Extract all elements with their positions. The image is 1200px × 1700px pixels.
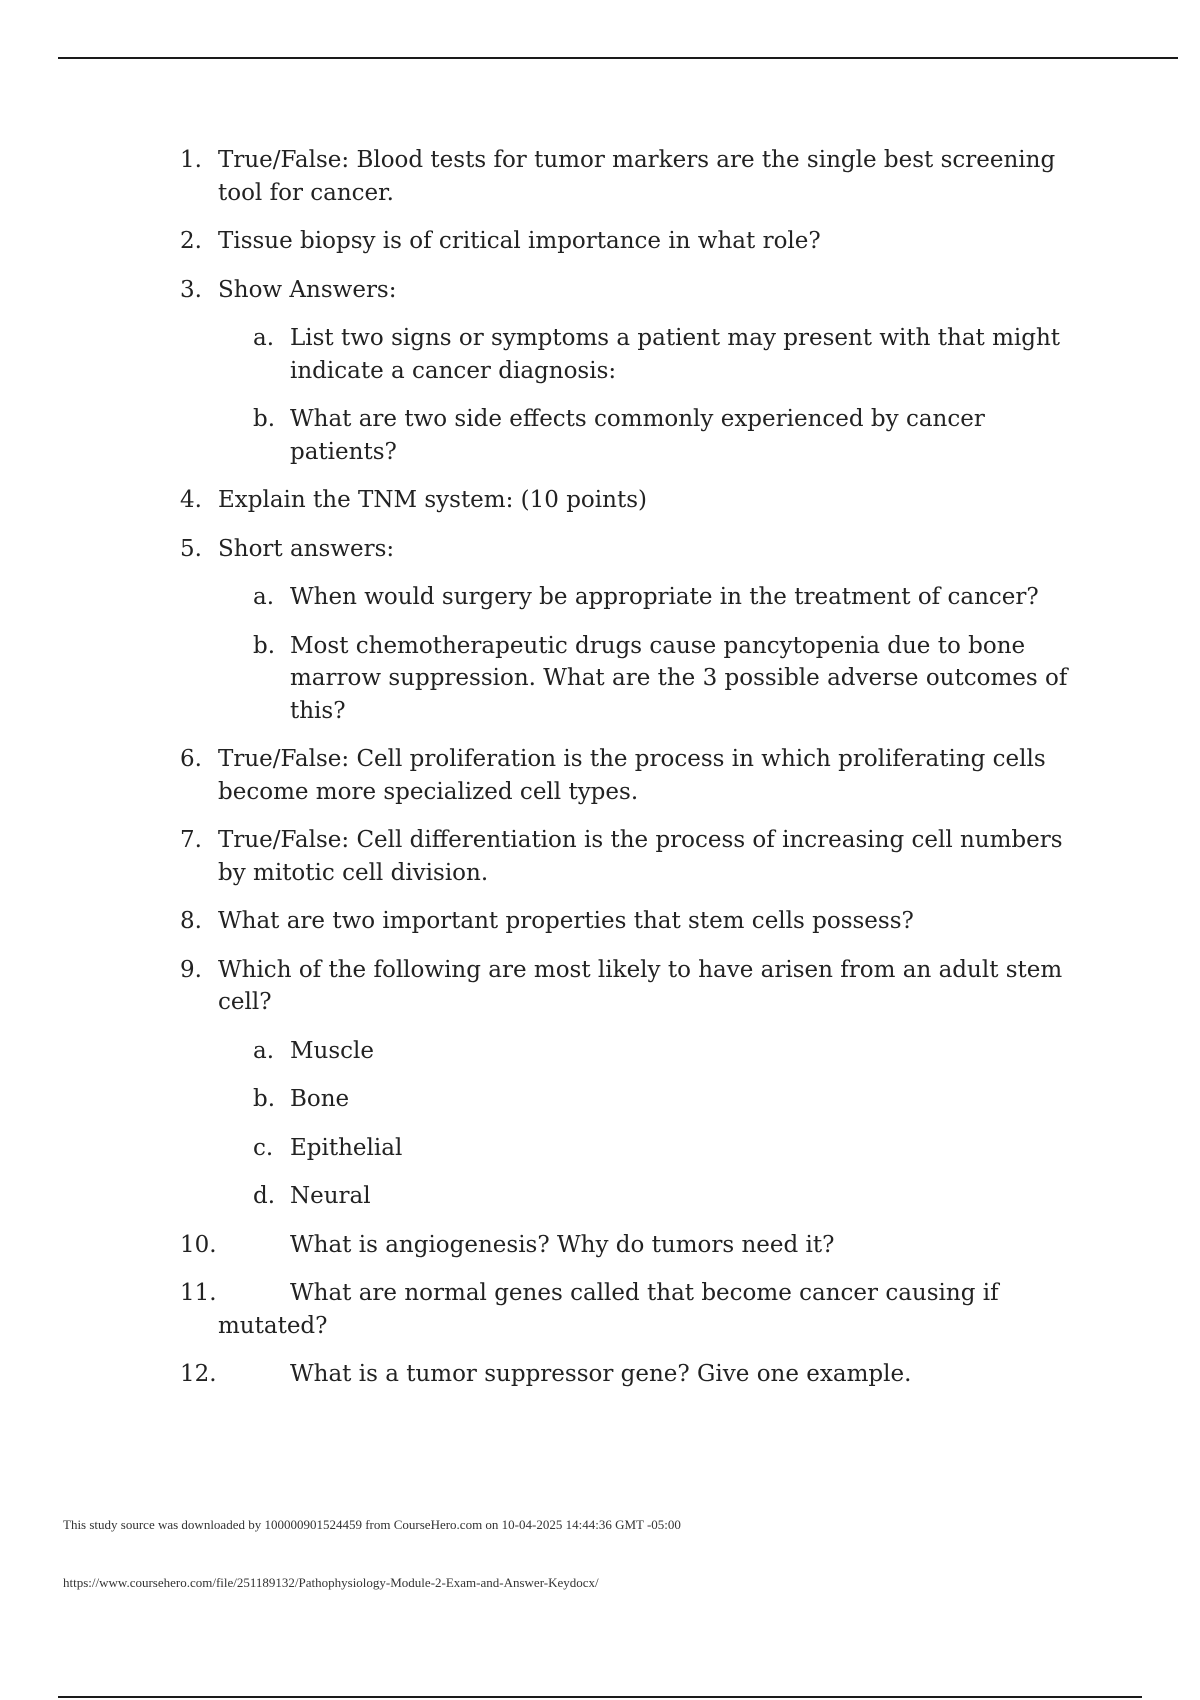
question-text: True/False: Cell proliferation is the process in which proliferating cells become more specialized cell types. [218,746,1046,805]
question-number: 7. [180,827,202,853]
question-item [180,274,1090,307]
question-text: What are normal genes called that become cancer causing if mutated? [218,1280,999,1339]
sub-item [180,1083,1090,1116]
question-text: What is a tumor suppressor gene? Give one example. [290,1361,912,1387]
sub-item-letter: a. [253,584,275,610]
sub-item [180,581,1090,614]
sub-item [180,1180,1090,1213]
question-text: True/False: Cell differentiation is the process of increasing cell numbers by mitotic cell division. [218,827,1063,886]
question-text: What is angiogenesis? Why do tumors need it? [290,1231,835,1258]
sub-item-text: Muscle [290,1037,375,1064]
top-rule [58,57,1178,59]
question-text: Explain the TNM system: (10 points) [218,487,647,513]
question-item [180,484,1090,517]
question-number: 8. [180,908,202,934]
question-item [180,533,1090,566]
question-number: 3. [180,276,202,303]
question-number: 9. [180,956,202,983]
question-item [180,144,1090,209]
question-list [180,144,1090,1407]
question-item [180,824,1090,889]
sub-item [180,630,1090,728]
question-item [180,905,1090,938]
question-text: What are two important properties that stem cells possess? [218,908,914,934]
question-item [180,1229,1090,1262]
download-notice: This study source was downloaded by 100000901524459 from CourseHero.com on 10-04-2025 14:44:36 GMT -05:00 [63,1517,681,1532]
question-item [180,1358,1090,1391]
sub-item [180,322,1090,387]
sub-item-text: Epithelial [290,1134,403,1161]
bottom-rule [58,1696,1142,1698]
sub-item-letter: b. [253,632,276,659]
sub-item [180,403,1090,468]
sub-item [180,1035,1090,1068]
sub-item-letter: c. [253,1134,274,1161]
question-text: Tissue biopsy is of critical importance in what role? [218,228,821,254]
sub-item-text: Bone [290,1086,350,1112]
sub-item-letter: a. [253,325,275,351]
question-text: Show Answers: [218,276,397,303]
question-number: 12. [180,1361,217,1387]
question-item [180,954,1090,1019]
sub-item-text: List two signs or symptoms a patient may present with that might indicate a cancer diagnosis: [290,325,1061,384]
sub-item-letter: d. [253,1183,276,1209]
sub-item-text: Most chemotherapeutic drugs cause pancytopenia due to bone marrow suppression. What are the 3 possible adverse outcomes of this? [290,632,1068,724]
sub-item-text: What are two side effects commonly experienced by cancer patients? [290,406,985,465]
question-item [180,225,1090,258]
question-number: 4. [180,487,202,513]
question-number: 6. [180,746,202,772]
sub-item-text: Neural [290,1183,371,1209]
sub-item-letter: b. [253,1086,276,1112]
question-item [180,1277,1090,1342]
question-number: 5. [180,535,202,562]
question-text: True/False: Blood tests for tumor markers are the single best screening tool for cancer. [218,147,1056,206]
sub-item-text: When would surgery be appropriate in the treatment of cancer? [290,584,1039,610]
source-url: https://www.coursehero.com/file/251189132/Pathophysiology-Module-2-Exam-and-Answer-Keydocx/ [63,1575,599,1590]
question-number: 10. [180,1231,217,1258]
question-number: 2. [180,228,202,254]
question-number: 11. [180,1280,217,1306]
question-text: Short answers: [218,535,395,562]
question-number: 1. [180,147,202,173]
question-text: Which of the following are most likely to have arisen from an adult stem cell? [218,956,1063,1015]
question-item [180,743,1090,808]
sub-item-letter: a. [253,1037,275,1064]
sub-item-letter: b. [253,406,276,432]
sub-item [180,1132,1090,1165]
